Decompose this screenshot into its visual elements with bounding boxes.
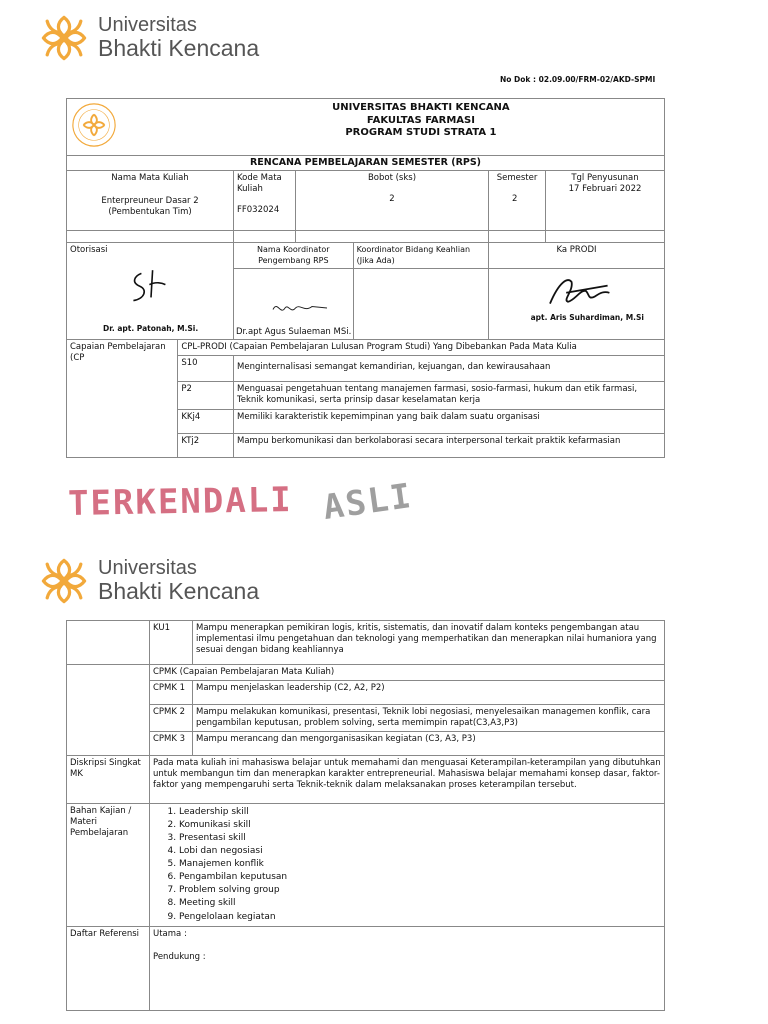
credits-label: Bobot (sks)	[367, 173, 417, 184]
cpmk-text: Mampu menjelaskan leadership (C2, A2, P2)	[193, 681, 665, 705]
credits-cell	[296, 171, 489, 231]
authorization-cell	[67, 243, 234, 340]
date-cell	[546, 171, 665, 231]
description-text: Pada mata kuliah ini mahasiswa belajar untuk memahami dan menguasai Keterampilan-keterampilan yang dibutuhkan untuk membangun tim dan menerapkan karakter entrepreneurial. Mahasiswa belajar memahami konsep dasar, faktor-faktor yang mempengaruhi serta Teknik-teknik dalam melaksanakan proses keterampilan tersebut.	[150, 756, 665, 804]
title-block	[178, 99, 665, 156]
supporting-references-label: Pendukung :	[153, 951, 206, 962]
cpmk-text: Mampu melakukan komunikasi, presentasi, Teknik lobi negosiasi, menyelesaikan managemen konflik, cara pengambilan keputusan, problem solving, serta memimpin rapat(C3,A3,P3)	[193, 705, 665, 732]
university-name: UNIVERSITAS BHAKTI KENCANA	[332, 102, 510, 113]
credits-value: 2	[389, 194, 395, 205]
materials-label: Bahan Kajian / Materi Pembelajaran	[67, 804, 150, 926]
rps-content-table	[66, 620, 665, 1011]
lotus-logo-icon	[36, 10, 92, 66]
cp-code: KKj4	[178, 409, 234, 433]
semester-label: Semester	[496, 173, 538, 184]
signature-patonah-icon	[127, 267, 175, 307]
primary-references-label: Utama :	[153, 928, 187, 939]
document-number: No Dok : 02.09.00/FRM-02/AKD-SPMI	[500, 75, 656, 84]
date-value: 17 Februari 2022	[568, 184, 642, 195]
cpmk-code: CPMK 2	[150, 705, 193, 732]
signer-3-name: apt. Aris Suhardiman, M.Si	[530, 313, 644, 323]
references-cell	[150, 926, 665, 1010]
signer-3-cell	[489, 269, 665, 340]
materials-cell	[150, 804, 665, 926]
seal-cell	[67, 99, 178, 156]
university-logo	[36, 10, 259, 66]
authorization-label: Otorisasi	[70, 245, 108, 256]
brand-line1: Universitas	[98, 14, 197, 37]
list-item: 6. Pengambilan keputusan	[179, 871, 661, 884]
rps-header-table	[66, 98, 665, 458]
signer-1-name: Dr. apt. Patonah, M.Si.	[103, 323, 199, 333]
signer-2-name: Dr.apt Agus Sulaeman MSi.	[236, 327, 352, 338]
cp-text: Memiliki karakteristik kepemimpinan yang baik dalam suatu organisasi	[234, 409, 665, 433]
cpl-heading: CPL-PRODI (Capaian Pembelajaran Lulusan Program Studi) Yang Dibebankan Pada Mata Kulia	[178, 340, 665, 356]
course-code-label: Kode Mata Kuliah	[237, 173, 282, 195]
list-item: 4. Lobi dan negosiasi	[179, 845, 661, 858]
signature-aris-icon	[541, 273, 613, 309]
cp-text: Menguasai pengetahuan tentang manajemen farmasi, sosio-farmasi, hukum dan etik farmasi, Teknik komunikasi, serta prinsip dasar keselamatan kerja	[234, 382, 665, 409]
lotus-logo-icon	[36, 553, 92, 609]
coordinator-field-label: Koordinator Bidang Keahlian (Jika Ada)	[353, 243, 488, 269]
semester-value: 2	[512, 194, 518, 205]
faculty-name: FAKULTAS FARMASI	[366, 114, 475, 126]
university-seal-icon	[70, 101, 118, 149]
cp-code: S10	[178, 356, 234, 382]
rps-title: RENCANA PEMBELAJARAN SEMESTER (RPS)	[67, 156, 665, 171]
course-name-line1: Enterpreuneur Dasar 2	[101, 196, 199, 207]
course-code: FF032024	[237, 205, 280, 216]
cpmk-text: Mampu merancang dan mengorganisasikan kegiatan (C3, A3, P3)	[193, 732, 665, 756]
brand-line2: Bhakti Kencana	[98, 578, 260, 605]
coordinator-rps-label: Nama Koordinator Pengembang RPS	[234, 243, 354, 269]
cp-label: Capaian Pembelajaran (CP	[67, 340, 178, 457]
list-item: 9. Pengelolaan kegiatan	[179, 911, 661, 924]
course-code-cell	[234, 171, 296, 231]
course-name-cell	[67, 171, 234, 231]
materials-list	[153, 806, 661, 923]
list-item: 5. Manajemen konflik	[179, 858, 661, 871]
cp-text: Mampu berkomunikasi dan berkolaborasi secara interpersonal terkait praktik kefarmasian	[234, 433, 665, 457]
head-program-label: Ka PRODI	[489, 243, 665, 269]
list-item: 7. Problem solving group	[179, 884, 661, 897]
description-label: Diskripsi Singkat MK	[67, 756, 150, 804]
course-name-line2: (Pembentukan Tim)	[108, 207, 192, 218]
list-item: 1. Leadership skill	[179, 806, 661, 819]
signer-2-cell	[234, 269, 354, 340]
ku-text: Mampu menerapkan pemikiran logis, kritis, sistematis, dan inovatif dalam konteks pengembangan atau implementasi ilmu pengetahuan dan teknologi yang memperhatikan dan menerapkan nilai humaniora yang sesuai dengan bidang keahliannya	[193, 621, 665, 665]
list-item: 3. Presentasi skill	[179, 832, 661, 845]
references-label: Daftar Referensi	[67, 926, 150, 1010]
list-item: 2. Komunikasi skill	[179, 819, 661, 832]
control-stamp	[67, 475, 415, 529]
date-label: Tgl Penyusunan	[571, 173, 639, 184]
cp-code: P2	[178, 382, 234, 409]
list-item: 8. Meeting skill	[179, 897, 661, 910]
stamp-controlled: TERKENDALI	[67, 480, 294, 524]
program-name: PROGRAM STUDI STRATA 1	[345, 127, 497, 138]
cp-code: KTj2	[178, 433, 234, 457]
semester-cell	[489, 171, 546, 231]
university-logo-page2	[36, 553, 259, 609]
brand-line2: Bhakti Kencana	[98, 35, 260, 62]
stamp-original: ASLI	[320, 475, 415, 529]
course-name-label: Nama Mata Kuliah	[111, 173, 189, 184]
cp-text: Menginternalisasi semangat kemandirian, kejuangan, dan kewirausahaan	[234, 356, 665, 382]
cpmk-code: CPMK 1	[150, 681, 193, 705]
cpmk-heading: CPMK (Capaian Pembelajaran Mata Kuliah)	[150, 665, 665, 681]
ku-code: KU1	[150, 621, 193, 665]
signature-agus-icon	[270, 299, 330, 317]
brand-line1: Universitas	[98, 557, 197, 580]
cpmk-code: CPMK 3	[150, 732, 193, 756]
